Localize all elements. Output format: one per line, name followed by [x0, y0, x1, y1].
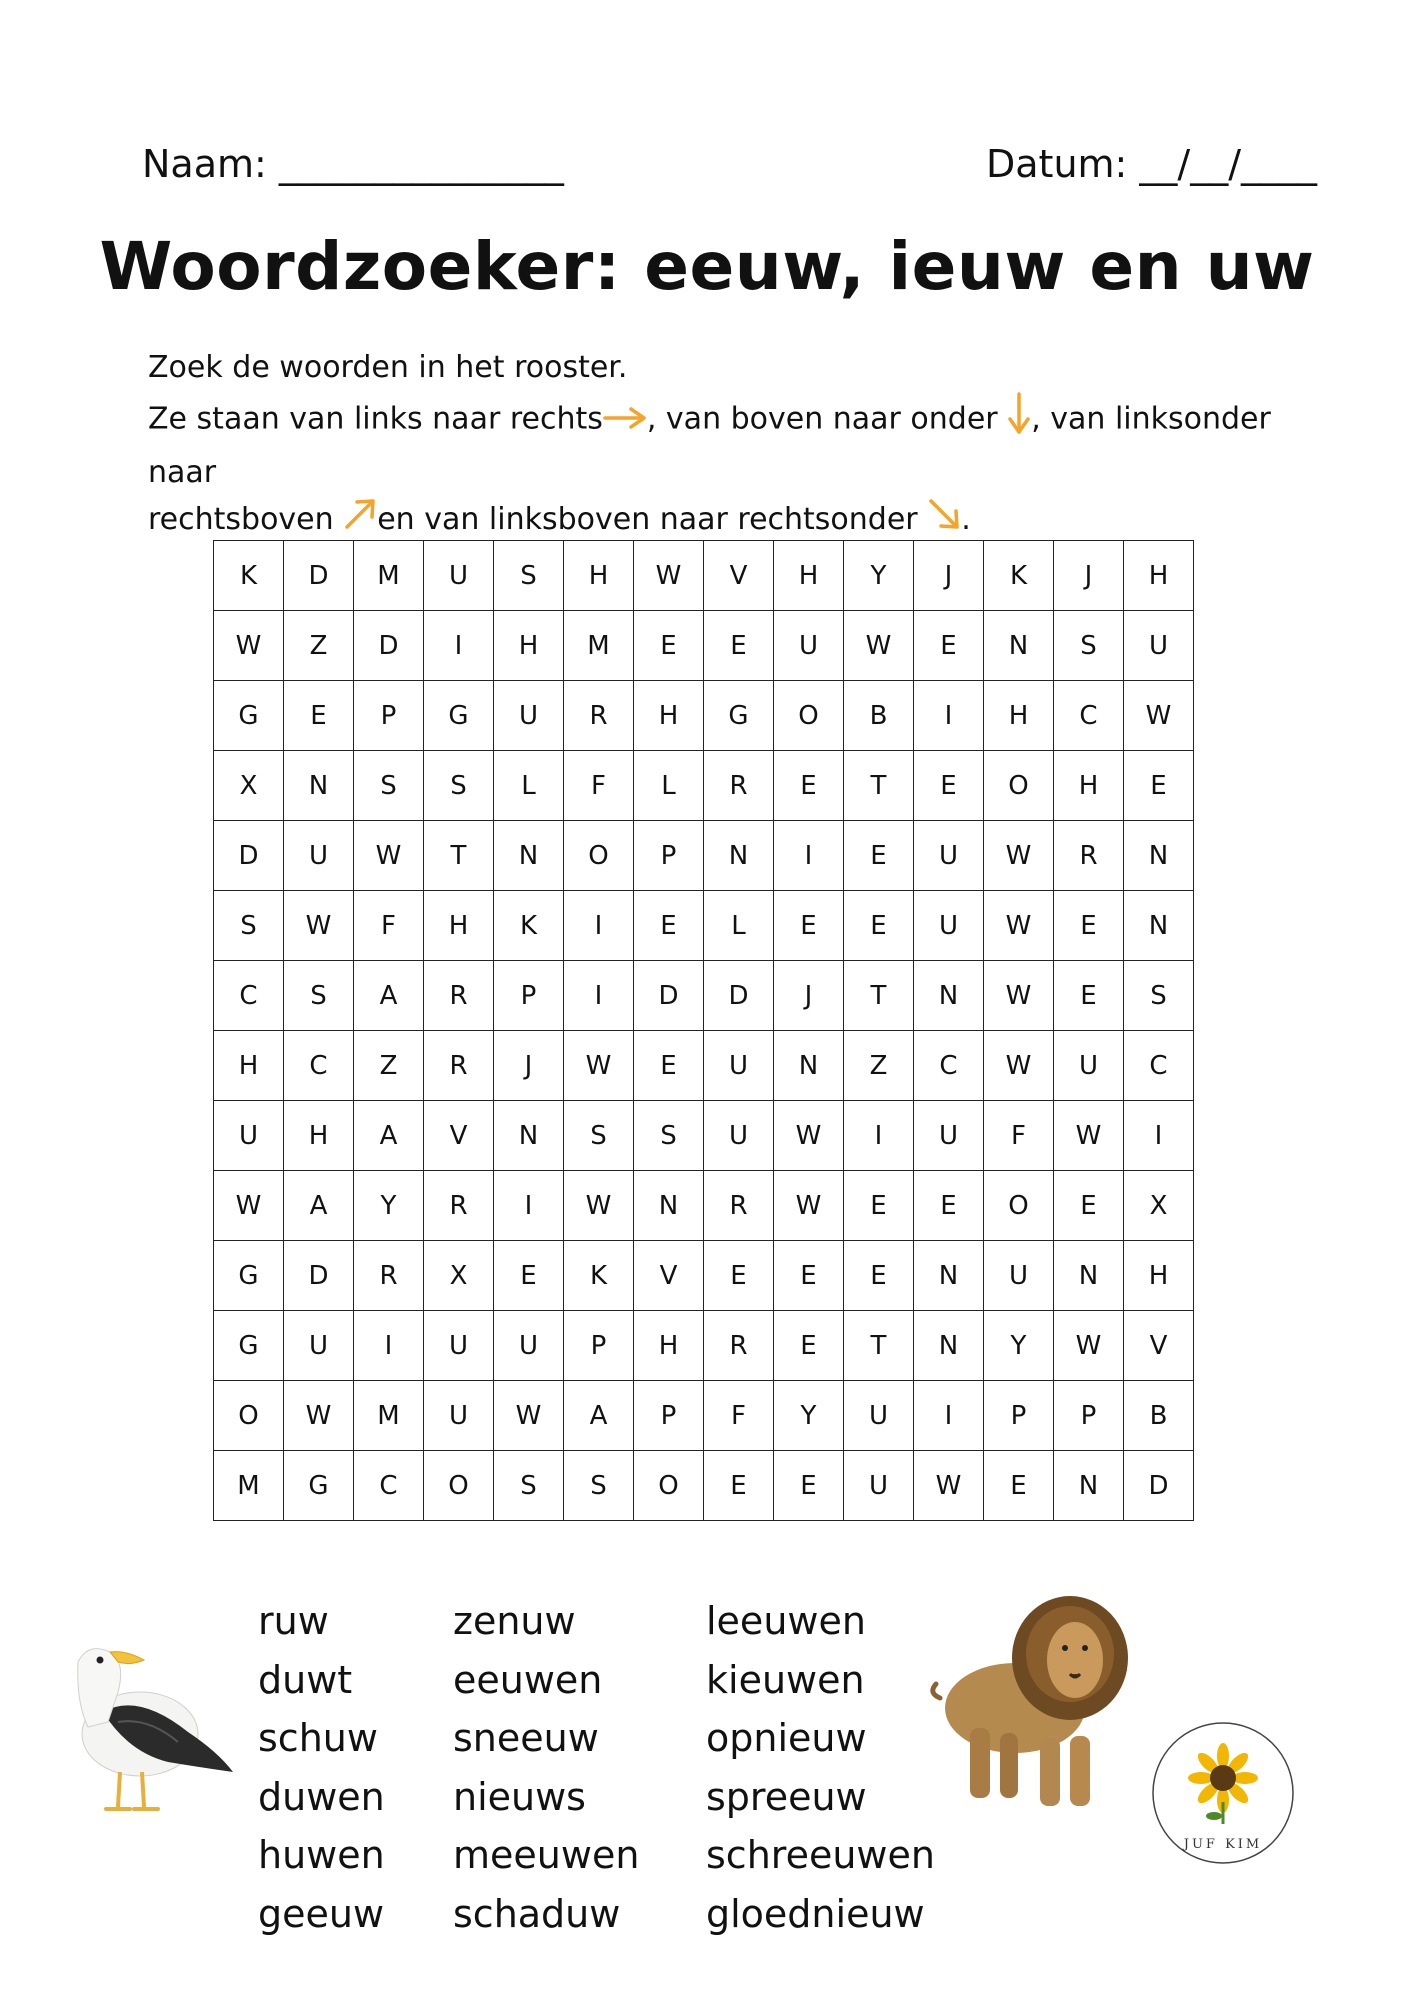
grid-cell[interactable]: H: [564, 541, 634, 611]
grid-row: [214, 541, 1194, 611]
grid-cell[interactable]: B: [1124, 1381, 1194, 1451]
grid-cell[interactable]: M: [564, 611, 634, 681]
grid-cell[interactable]: W: [284, 891, 354, 961]
instruction-part-c-a: , van linksonder naar: [148, 401, 1271, 490]
seagull-illustration: [48, 1622, 238, 1822]
word-item: gloednieuw: [706, 1891, 925, 1936]
grid-cell[interactable]: R: [564, 681, 634, 751]
grid-cell[interactable]: G: [214, 681, 284, 751]
grid-cell[interactable]: D: [354, 611, 424, 681]
grid-cell[interactable]: N: [494, 1101, 564, 1171]
grid-cell[interactable]: J: [494, 1031, 564, 1101]
grid-cell[interactable]: E: [1054, 961, 1124, 1031]
grid-cell[interactable]: E: [704, 611, 774, 681]
grid-cell[interactable]: D: [284, 1241, 354, 1311]
grid-cell[interactable]: B: [844, 681, 914, 751]
grid-row: [214, 681, 1194, 751]
grid-cell[interactable]: A: [284, 1171, 354, 1241]
grid-cell[interactable]: U: [914, 1101, 984, 1171]
grid-cell[interactable]: V: [1124, 1311, 1194, 1381]
grid-cell[interactable]: I: [564, 891, 634, 961]
grid-cell[interactable]: K: [984, 541, 1054, 611]
grid-cell[interactable]: N: [774, 1031, 844, 1101]
word-item: schaduw: [453, 1891, 621, 1936]
grid-cell[interactable]: N: [1054, 1451, 1124, 1521]
grid-cell[interactable]: K: [494, 891, 564, 961]
grid-cell[interactable]: T: [424, 821, 494, 891]
word-item: zenuw: [453, 1599, 576, 1643]
grid-cell[interactable]: W: [284, 1381, 354, 1451]
grid-cell[interactable]: O: [984, 1171, 1054, 1241]
grid-cell[interactable]: O: [214, 1381, 284, 1451]
grid-cell[interactable]: H: [494, 611, 564, 681]
grid-cell[interactable]: W: [1054, 1311, 1124, 1381]
grid-cell[interactable]: W: [1124, 681, 1194, 751]
grid-cell[interactable]: V: [634, 1241, 704, 1311]
grid-cell[interactable]: D: [1124, 1451, 1194, 1521]
word-item: schuw: [258, 1716, 378, 1760]
grid-row: [214, 821, 1194, 891]
grid-cell[interactable]: R: [354, 1241, 424, 1311]
word-search-grid: [213, 540, 1194, 1521]
grid-row: [214, 1451, 1194, 1521]
grid-cell[interactable]: W: [774, 1101, 844, 1171]
instruction-line-3: [148, 496, 1348, 545]
word-item: nieuws: [453, 1774, 586, 1819]
grid-cell[interactable]: R: [424, 961, 494, 1031]
grid-row: [214, 1241, 1194, 1311]
grid-cell[interactable]: W: [844, 611, 914, 681]
grid-cell[interactable]: U: [494, 681, 564, 751]
word-item: geeuw: [258, 1891, 385, 1936]
grid-cell[interactable]: W: [914, 1451, 984, 1521]
word-item: huwen: [258, 1833, 385, 1877]
instruction-line-1: Zoek de woorden in het rooster.: [148, 350, 628, 385]
grid-cell[interactable]: U: [424, 1311, 494, 1381]
grid-cell[interactable]: H: [1124, 1241, 1194, 1311]
grid-cell[interactable]: Z: [284, 611, 354, 681]
grid-cell[interactable]: V: [424, 1101, 494, 1171]
grid-cell[interactable]: K: [214, 541, 284, 611]
grid-cell[interactable]: E: [914, 1171, 984, 1241]
grid-cell[interactable]: E: [634, 891, 704, 961]
grid-cell[interactable]: N: [634, 1171, 704, 1241]
grid-cell[interactable]: N: [284, 751, 354, 821]
word-item: duwt: [258, 1657, 353, 1702]
grid-cell[interactable]: W: [564, 1031, 634, 1101]
grid-cell[interactable]: X: [214, 751, 284, 821]
grid-cell[interactable]: N: [914, 1311, 984, 1381]
grid-cell[interactable]: H: [634, 1311, 704, 1381]
grid-cell[interactable]: G: [704, 681, 774, 751]
grid-cell[interactable]: U: [284, 821, 354, 891]
grid-row: [214, 611, 1194, 681]
grid-cell[interactable]: E: [634, 1031, 704, 1101]
grid-cell[interactable]: E: [774, 1241, 844, 1311]
grid-cell[interactable]: Z: [844, 1031, 914, 1101]
grid-cell[interactable]: F: [704, 1381, 774, 1451]
grid-cell[interactable]: I: [564, 961, 634, 1031]
grid-cell[interactable]: N: [1054, 1241, 1124, 1311]
juf-kim-logo: [1150, 1720, 1296, 1866]
grid-cell[interactable]: S: [564, 1451, 634, 1521]
grid-cell[interactable]: O: [424, 1451, 494, 1521]
grid-cell[interactable]: U: [984, 1241, 1054, 1311]
grid-cell[interactable]: W: [984, 1031, 1054, 1101]
grid-row: [214, 1381, 1194, 1451]
instruction-part-d: en van linksboven naar rechtsonder: [377, 502, 918, 537]
word-item: meeuwen: [453, 1833, 640, 1877]
grid-cell[interactable]: H: [284, 1101, 354, 1171]
grid-cell[interactable]: S: [214, 891, 284, 961]
grid-cell[interactable]: A: [564, 1381, 634, 1451]
grid-cell[interactable]: S: [1054, 611, 1124, 681]
instruction-line-2: [148, 391, 1348, 496]
grid-cell[interactable]: O: [634, 1451, 704, 1521]
page-title: Woordzoeker: eeuw, ieuw en uw: [99, 228, 1315, 305]
grid-cell[interactable]: I: [1124, 1101, 1194, 1171]
grid-cell[interactable]: U: [494, 1311, 564, 1381]
grid-cell[interactable]: C: [914, 1031, 984, 1101]
grid-cell[interactable]: S: [634, 1101, 704, 1171]
grid-cell[interactable]: U: [914, 891, 984, 961]
grid-cell[interactable]: G: [424, 681, 494, 751]
grid-cell[interactable]: M: [354, 1381, 424, 1451]
arrow-right-icon: [603, 397, 647, 444]
word-list-column-1: [258, 1592, 385, 1943]
grid-cell[interactable]: J: [1054, 541, 1124, 611]
grid-cell[interactable]: F: [984, 1101, 1054, 1171]
grid-cell[interactable]: W: [634, 541, 704, 611]
grid-cell[interactable]: Z: [354, 1031, 424, 1101]
word-item: kieuwen: [706, 1657, 865, 1702]
instruction-part-c-b: rechtsboven: [148, 502, 344, 537]
grid-cell[interactable]: S: [564, 1101, 634, 1171]
grid-cell[interactable]: H: [424, 891, 494, 961]
grid-cell[interactable]: S: [354, 751, 424, 821]
grid-cell[interactable]: C: [214, 961, 284, 1031]
grid-cell[interactable]: C: [354, 1451, 424, 1521]
grid-cell[interactable]: I: [354, 1311, 424, 1381]
grid-cell[interactable]: C: [1124, 1031, 1194, 1101]
grid-cell[interactable]: W: [494, 1381, 564, 1451]
grid-cell[interactable]: A: [354, 1101, 424, 1171]
grid-cell[interactable]: F: [564, 751, 634, 821]
logo-text: JUF KIM: [1183, 1837, 1263, 1852]
grid-cell[interactable]: E: [774, 891, 844, 961]
grid-cell[interactable]: O: [984, 751, 1054, 821]
grid-cell[interactable]: I: [844, 1101, 914, 1171]
grid-cell[interactable]: D: [704, 961, 774, 1031]
grid-cell[interactable]: A: [354, 961, 424, 1031]
grid-cell[interactable]: C: [284, 1031, 354, 1101]
grid-cell[interactable]: T: [844, 751, 914, 821]
grid-cell[interactable]: H: [774, 541, 844, 611]
grid-cell[interactable]: M: [354, 541, 424, 611]
grid-cell[interactable]: Y: [984, 1311, 1054, 1381]
grid-cell[interactable]: U: [424, 541, 494, 611]
instruction-part-b: , van boven naar onder: [646, 401, 998, 437]
grid-cell[interactable]: E: [284, 681, 354, 751]
grid-cell[interactable]: V: [704, 541, 774, 611]
grid-cell[interactable]: E: [914, 751, 984, 821]
grid-cell[interactable]: X: [424, 1241, 494, 1311]
grid-cell[interactable]: P: [354, 681, 424, 751]
grid-row: [214, 1171, 1194, 1241]
grid-cell[interactable]: R: [424, 1031, 494, 1101]
grid-cell[interactable]: E: [634, 611, 704, 681]
grid-cell[interactable]: U: [914, 821, 984, 891]
grid-cell[interactable]: I: [424, 611, 494, 681]
grid-cell[interactable]: E: [984, 1451, 1054, 1521]
grid-cell[interactable]: P: [634, 1381, 704, 1451]
grid-cell[interactable]: M: [214, 1451, 284, 1521]
grid-cell[interactable]: E: [914, 611, 984, 681]
grid-cell[interactable]: E: [1054, 891, 1124, 961]
arrow-down-icon: [1007, 391, 1031, 449]
grid-cell[interactable]: I: [914, 1381, 984, 1451]
grid-cell[interactable]: U: [704, 1101, 774, 1171]
grid-cell[interactable]: D: [634, 961, 704, 1031]
grid-cell[interactable]: E: [844, 821, 914, 891]
grid-row: [214, 891, 1194, 961]
grid-cell[interactable]: E: [774, 1451, 844, 1521]
grid-cell[interactable]: N: [984, 611, 1054, 681]
word-item: ruw: [258, 1599, 329, 1643]
grid-cell[interactable]: R: [704, 751, 774, 821]
grid-cell[interactable]: S: [424, 751, 494, 821]
grid-cell[interactable]: W: [984, 891, 1054, 961]
grid-cell[interactable]: U: [424, 1381, 494, 1451]
grid-cell[interactable]: G: [214, 1311, 284, 1381]
grid-cell[interactable]: H: [984, 681, 1054, 751]
grid-row: [214, 1101, 1194, 1171]
arrow-up-right-icon: [343, 497, 377, 545]
grid-cell[interactable]: N: [494, 821, 564, 891]
name-field[interactable]: Naam: _______________: [142, 142, 564, 186]
grid-cell[interactable]: N: [704, 821, 774, 891]
word-item: schreeuwen: [706, 1833, 935, 1877]
grid-cell[interactable]: W: [984, 821, 1054, 891]
grid-cell[interactable]: E: [704, 1451, 774, 1521]
grid-cell[interactable]: U: [1124, 611, 1194, 681]
grid-cell[interactable]: W: [214, 611, 284, 681]
grid-row: [214, 751, 1194, 821]
word-list-column-2: [453, 1592, 639, 1943]
grid-row: [214, 961, 1194, 1031]
grid-cell[interactable]: T: [844, 961, 914, 1031]
grid-cell[interactable]: E: [844, 1241, 914, 1311]
grid-cell[interactable]: U: [1054, 1031, 1124, 1101]
grid-cell[interactable]: R: [424, 1171, 494, 1241]
grid-cell[interactable]: S: [494, 541, 564, 611]
grid-cell[interactable]: E: [1124, 751, 1194, 821]
grid-cell[interactable]: H: [214, 1031, 284, 1101]
grid-cell[interactable]: P: [984, 1381, 1054, 1451]
grid-cell[interactable]: S: [1124, 961, 1194, 1031]
grid-cell[interactable]: U: [844, 1451, 914, 1521]
word-item: spreeuw: [706, 1774, 867, 1819]
grid-cell[interactable]: J: [774, 961, 844, 1031]
grid-cell[interactable]: R: [704, 1171, 774, 1241]
grid-cell[interactable]: K: [564, 1241, 634, 1311]
grid-cell[interactable]: L: [704, 891, 774, 961]
word-item: opnieuw: [706, 1716, 867, 1760]
arrow-down-right-icon: [927, 497, 961, 545]
grid-cell[interactable]: G: [214, 1241, 284, 1311]
grid-cell[interactable]: J: [914, 541, 984, 611]
grid-cell[interactable]: H: [634, 681, 704, 751]
grid-cell[interactable]: I: [914, 681, 984, 751]
grid-cell[interactable]: O: [564, 821, 634, 891]
grid-row: [214, 1311, 1194, 1381]
instruction-part-a: Ze staan van links naar rechts: [148, 401, 603, 437]
grid-cell[interactable]: W: [564, 1171, 634, 1241]
grid-cell[interactable]: Y: [844, 541, 914, 611]
lion-illustration: [930, 1588, 1130, 1818]
grid-cell[interactable]: C: [1054, 681, 1124, 751]
grid-cell[interactable]: U: [214, 1101, 284, 1171]
grid-cell[interactable]: R: [704, 1311, 774, 1381]
grid-row: [214, 1031, 1194, 1101]
instruction-part-e: .: [961, 502, 971, 537]
grid-cell[interactable]: T: [844, 1311, 914, 1381]
grid-cell[interactable]: S: [284, 961, 354, 1031]
grid-cell[interactable]: P: [564, 1311, 634, 1381]
grid-cell[interactable]: D: [284, 541, 354, 611]
grid-cell[interactable]: W: [354, 821, 424, 891]
grid-cell[interactable]: N: [914, 1241, 984, 1311]
grid-cell[interactable]: E: [704, 1241, 774, 1311]
grid-cell[interactable]: R: [1054, 821, 1124, 891]
grid-cell[interactable]: Y: [774, 1381, 844, 1451]
grid-cell[interactable]: P: [494, 961, 564, 1031]
grid-cell[interactable]: P: [1054, 1381, 1124, 1451]
grid-cell[interactable]: E: [774, 1311, 844, 1381]
grid-cell[interactable]: H: [1124, 541, 1194, 611]
grid-cell[interactable]: G: [284, 1451, 354, 1521]
word-item: leeuwen: [706, 1599, 866, 1643]
grid-cell[interactable]: W: [214, 1171, 284, 1241]
grid-cell[interactable]: O: [774, 681, 844, 751]
grid-cell[interactable]: U: [284, 1311, 354, 1381]
grid-cell[interactable]: E: [774, 751, 844, 821]
grid-cell[interactable]: I: [774, 821, 844, 891]
grid-cell[interactable]: E: [844, 891, 914, 961]
word-item: duwen: [258, 1774, 385, 1819]
word-list-column-3: [706, 1592, 935, 1943]
grid-cell[interactable]: X: [1124, 1171, 1194, 1241]
grid-cell[interactable]: W: [984, 961, 1054, 1031]
grid-cell[interactable]: W: [1054, 1101, 1124, 1171]
grid-cell[interactable]: N: [914, 961, 984, 1031]
grid-cell[interactable]: H: [1054, 751, 1124, 821]
grid-cell[interactable]: I: [494, 1171, 564, 1241]
grid-cell[interactable]: F: [354, 891, 424, 961]
grid-cell[interactable]: U: [844, 1381, 914, 1451]
grid-cell[interactable]: D: [214, 821, 284, 891]
grid-cell[interactable]: P: [634, 821, 704, 891]
grid-cell[interactable]: N: [1124, 891, 1194, 961]
instructions: [148, 344, 1348, 545]
grid-cell[interactable]: L: [634, 751, 704, 821]
grid-cell[interactable]: N: [1124, 821, 1194, 891]
grid-cell[interactable]: U: [774, 611, 844, 681]
date-field[interactable]: Datum: __/__/____: [986, 142, 1318, 186]
grid-cell[interactable]: E: [494, 1241, 564, 1311]
grid-cell[interactable]: E: [844, 1171, 914, 1241]
grid-cell[interactable]: Y: [354, 1171, 424, 1241]
word-item: sneeuw: [453, 1716, 599, 1760]
grid-cell[interactable]: E: [1054, 1171, 1124, 1241]
grid-cell[interactable]: W: [774, 1171, 844, 1241]
grid-cell[interactable]: S: [494, 1451, 564, 1521]
grid-cell[interactable]: L: [494, 751, 564, 821]
word-item: eeuwen: [453, 1657, 603, 1702]
grid-cell[interactable]: U: [704, 1031, 774, 1101]
